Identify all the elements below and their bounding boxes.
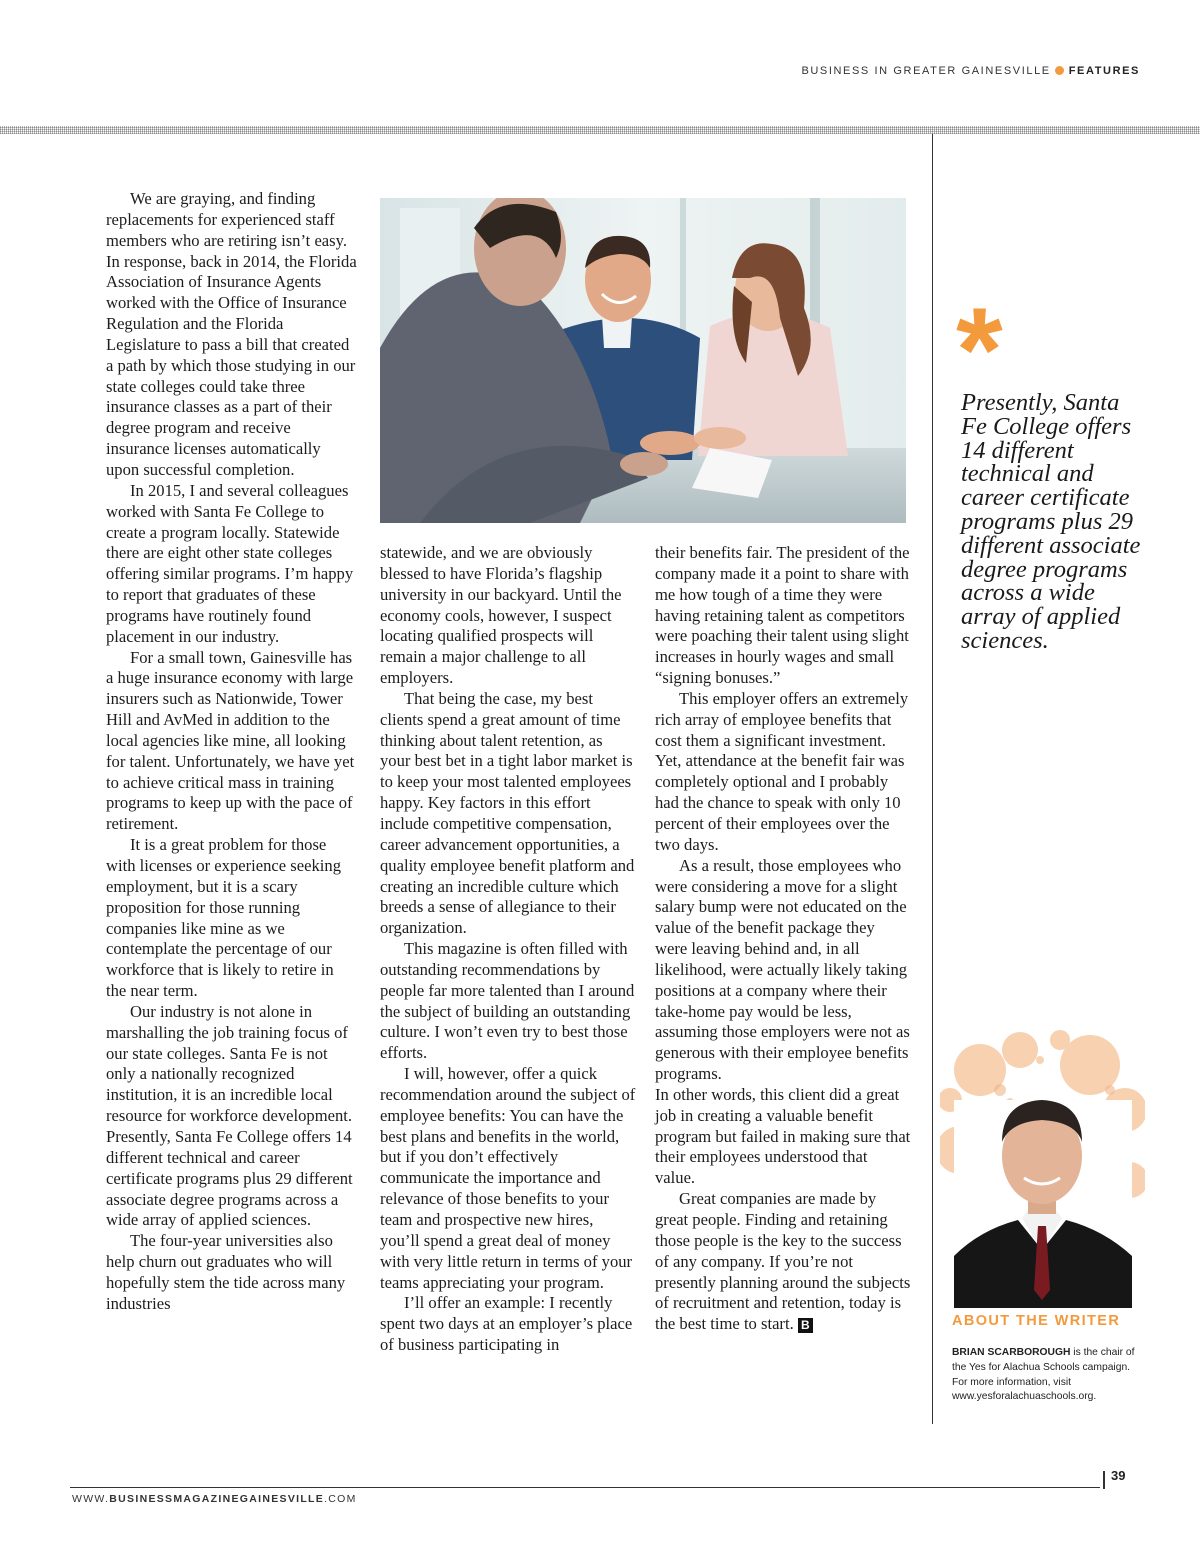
paragraph: In other words, this client did a great job in creating a valuable benefit program but failed in making sure that their employees understood that value. [655,1084,911,1188]
asterisk-icon: * [956,283,1003,417]
writer-bio-text: is the chair of the Yes for Alachua Schools campaign. For more information, visit www.yesforalachuaschools.org. [952,1347,1135,1403]
paragraph: I will, however, offer a quick recommendation around the subject of employee benefits: You can have the best plans and benefits in the world, but if you don’t effectively communicate the importance and relevance of those benefits to your team and prospective new hires, you’ll spend a great deal of money with very little return in terms of your teams appreciating your program. [380,1064,636,1292]
header-texture-band [0,126,1200,134]
writer-portrait [940,1030,1145,1308]
orange-dot-icon [1055,66,1064,75]
paragraph: In 2015, I and several colleagues worked with Santa Fe College to create a program locally. Statewide there are eight other state colleges offering similar programs. I’m happy to report that graduates of these programs have routinely found placement in our industry. [106,480,354,646]
paragraph-text: Great companies are made by great people. Finding and retaining those people is the key to the success of any company. If you’re not presently planning around the subjects of recruitment and retention, today is the best time to start. [655,1189,911,1334]
paragraph [655,1189,911,1335]
paragraph: Our industry is not alone in marshalling the job training focus of our state colleges. Santa Fe is not only a nationally recognized institution, it is an incredible local resource for workforce development. Presently, Santa Fe College offers 14 different technical and career certificate programs plus 29 different associate degree programs across a wide array of applied sciences. [106,1001,353,1230]
paragraph: This employer offers an extremely rich array of employee benefits that cost them a significant investment. Yet, attendance at the benefit fair was completely optional and I probably had the chance to speak with only 10 percent of their employees over the two days. [655,688,909,854]
article-column-1 [106,189,358,1315]
meeting-photo-illustration [380,198,906,523]
article-column-2 [380,543,636,1356]
paragraph: It is a great problem for those with licenses or experience seeking employment, but it is a scary proposition for those running companies like mine as we contemplate the percentage of our workforce that is likely to retire in the near term. [106,835,341,1001]
paragraph: That being the case, my best clients spend a great amount of time thinking about talent retention, as your best bet in a tight labor market is to keep your most talented employees happy. Key factors in this effort include competitive compensation, career advancement opportunities, a quality employee benefit platform and creating an incredible culture which breeds a sense of allegiance to their organization. [380,688,635,938]
folio-tick [1103,1471,1105,1489]
running-head [801,65,1140,77]
writer-portrait-illustration [940,1030,1145,1308]
publication-name: BUSINESS IN GREATER GAINESVILLE [801,65,1051,77]
website-url[interactable] [72,1493,357,1505]
page-number: 39 [1111,1468,1126,1483]
sidebar-divider [932,134,933,1424]
url-prefix: WWW. [72,1493,110,1505]
footer-rule [70,1487,1100,1488]
writer-name: BRIAN SCARBOROUGH [952,1347,1071,1358]
about-writer-title: ABOUT THE WRITER [952,1313,1121,1329]
paragraph: statewide, and we are obviously blessed to have Florida’s flagship university in our backyard. Until the economy cools, however, I suspect locating qualified prospects will remain a major challenge to all employers. [380,543,622,688]
url-suffix: .COM [324,1493,357,1505]
pull-quote: Presently, Santa Fe College offers 14 different technical and career certificate programs plus 29 different associate degree programs across a wide array of applied sciences. [961,389,1141,654]
url-domain: BUSINESSMAGAZINEGAINESVILLE [109,1493,325,1505]
article-column-3 [655,543,911,1335]
paragraph: The four-year universities also help churn out graduates who will hopefully stem the tide across many industries [106,1231,346,1313]
section-name: FEATURES [1068,65,1140,77]
paragraph: I’ll offer an example: I recently spent two days at an employer’s place of business participating in [380,1293,633,1355]
meeting-photo [380,198,906,523]
paragraph: We are graying, and finding replacements for experienced staff members who are retiring isn’t easy. In response, back in 2014, the Florida Association of Insurance Agents worked with the Office of Insurance Regulation and the Florida Legislature to pass a bill that created a path by which those studying in our state colleges could take three insurance classes as a part of their degree program and receive insurance licenses automatically upon successful completion. [106,189,357,479]
paragraph: their benefits fair. The president of the company made it a point to share with me how tough of a time they were having retaining talent as competitors were poaching their talent using slight increases in hourly wages and small “signing bonuses.” [655,543,910,688]
paragraph: For a small town, Gainesville has a huge insurance economy with large insurers such as Nationwide, Tower Hill and AvMed in addition to the local agencies like mine, all looking for talent. Unfortunately, we have yet to achieve critical mass in training programs to keep up with the pace of retirement. [106,647,355,834]
paragraph: As a result, those employees who were considering a move for a slight salary bump were not educated on the value of the benefit package they were leaving behind and, in all likelihood, were actually likely taking positions at a company where their take-home pay would be less, assuming those employers were not as generous with their employee benefits programs. [655,855,910,1084]
about-writer-bio [952,1346,1138,1405]
end-mark-icon: B [798,1318,813,1333]
paragraph: This magazine is often filled with outstanding recommendations by people far more talented than I around the subject of building an outstanding culture. I won’t even try to best those efforts. [380,939,635,1063]
